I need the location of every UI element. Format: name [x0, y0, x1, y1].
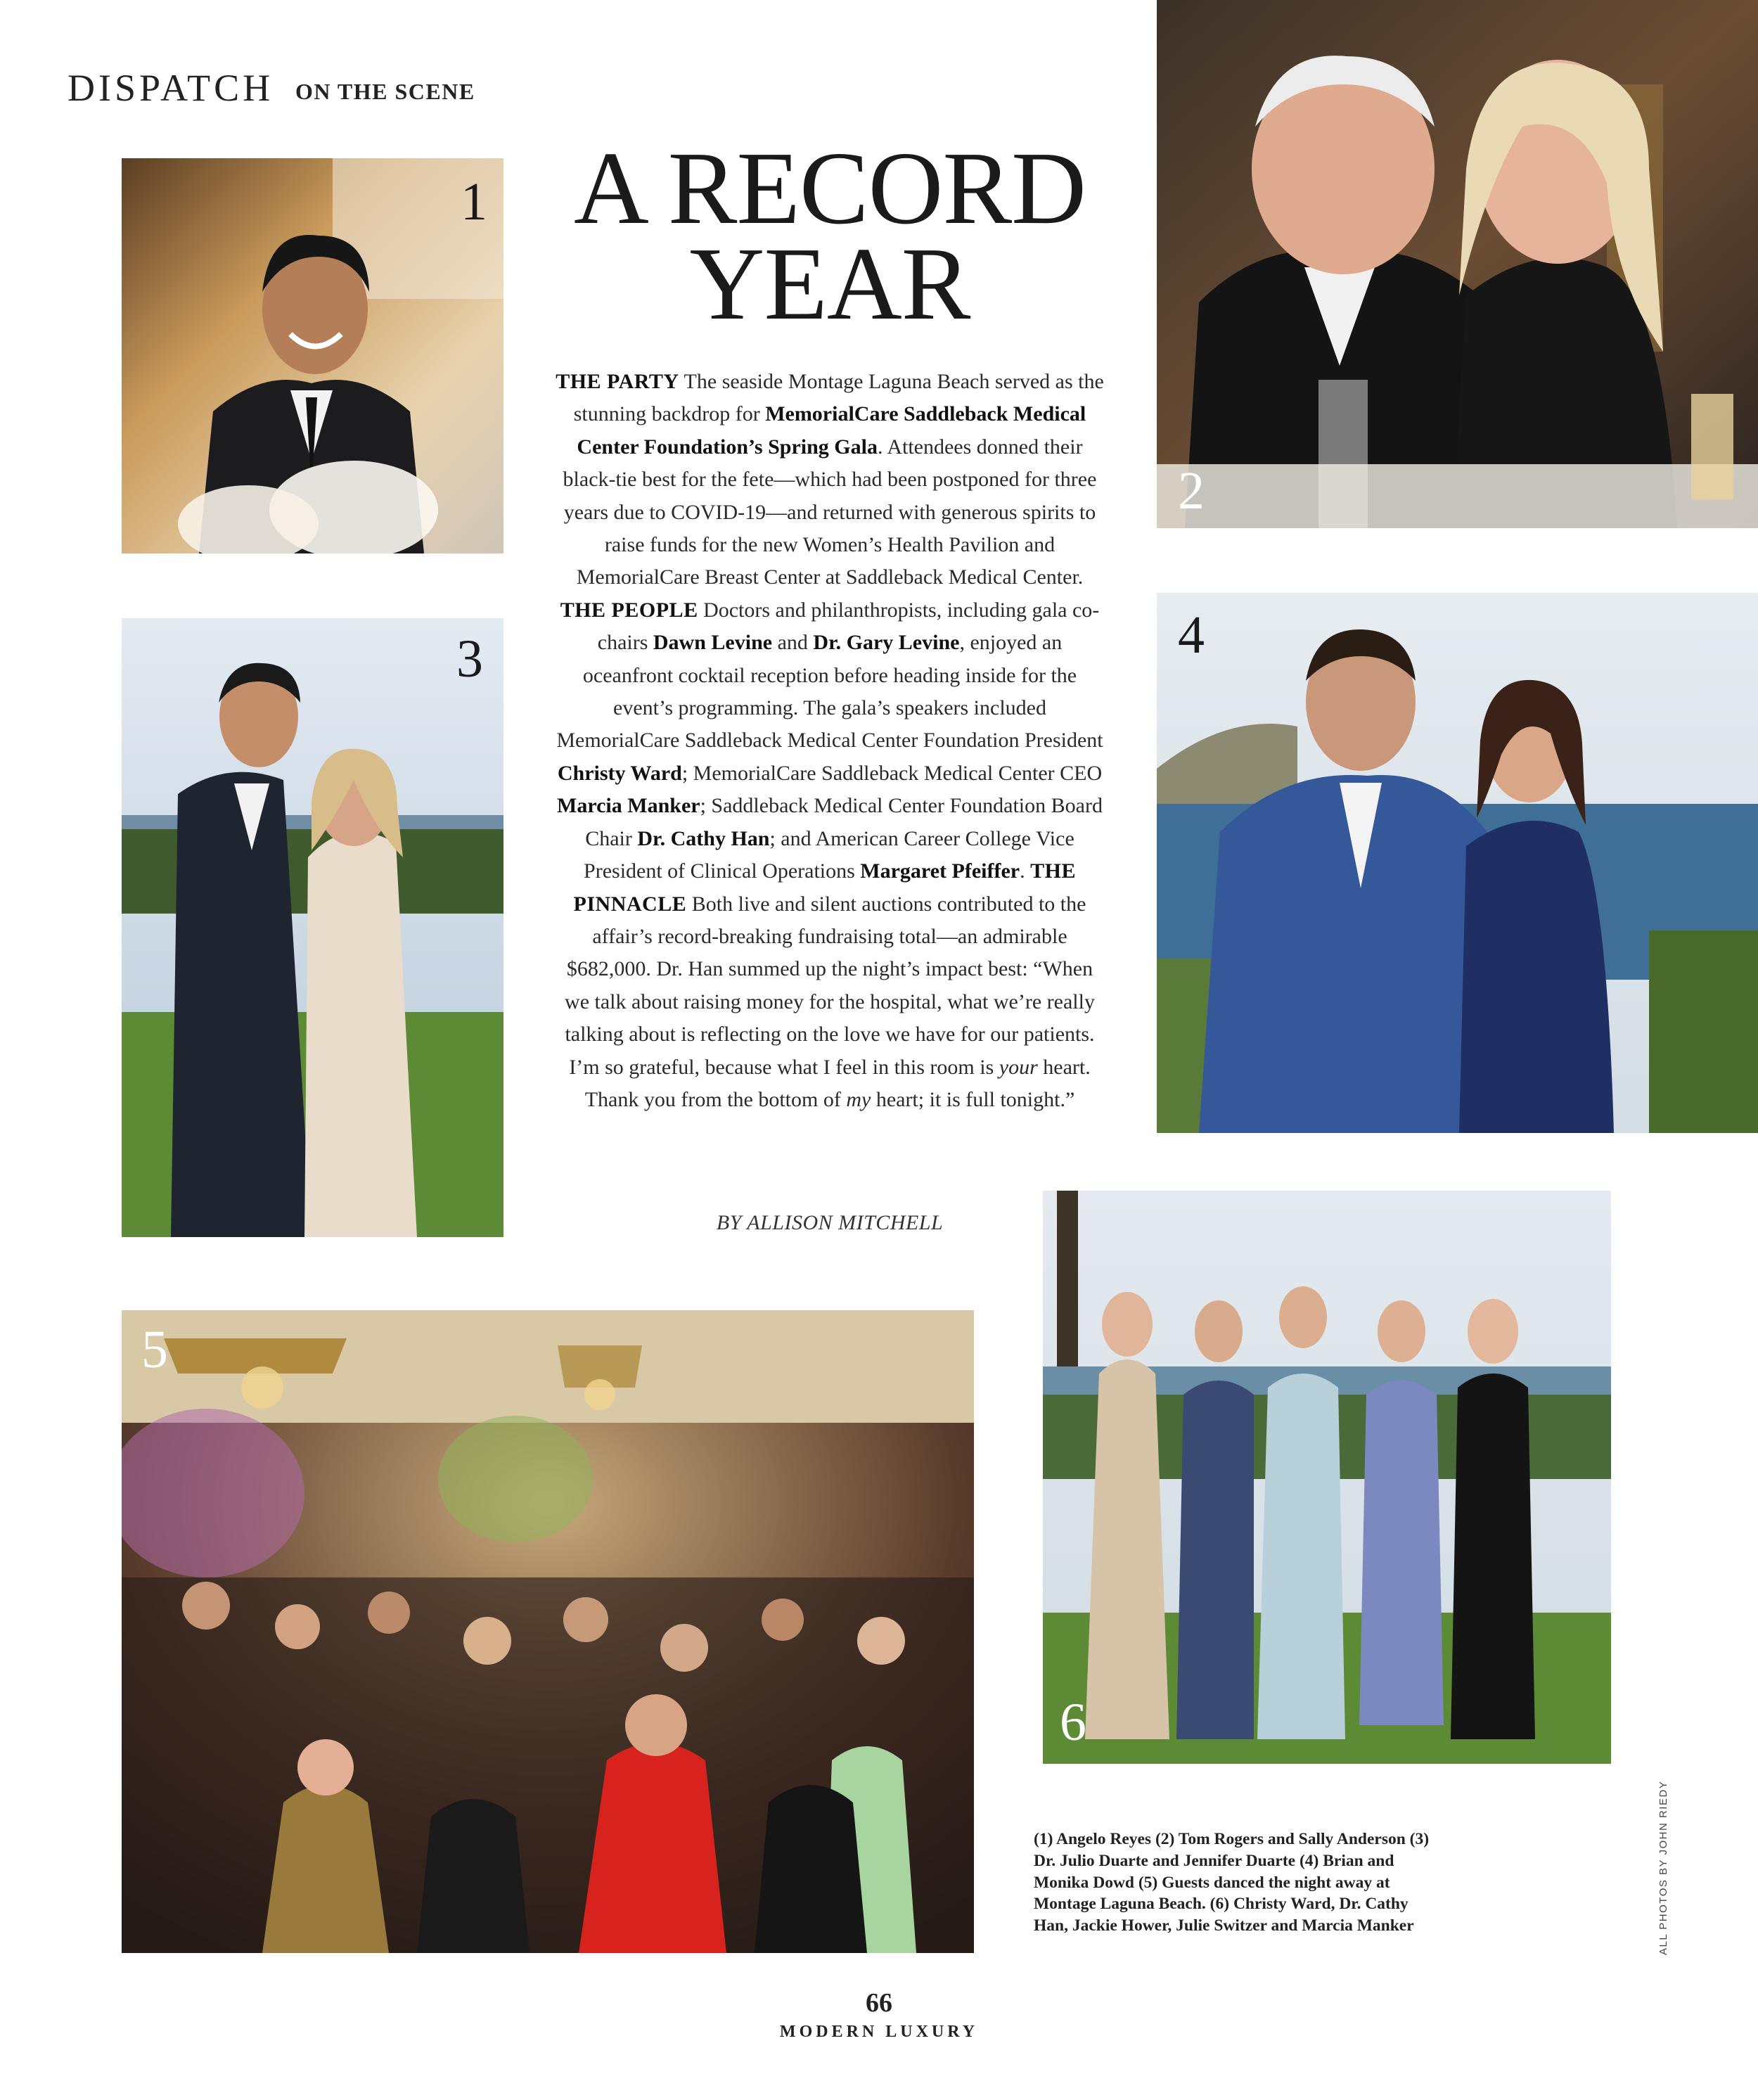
- photo-2-image: [1157, 0, 1758, 528]
- body-text-run: ; MemorialCare Saddleback Medical Center CEO: [681, 761, 1103, 785]
- byline: BY ALLISON MITCHELL: [716, 1211, 944, 1234]
- photo-2: [1157, 0, 1758, 528]
- body-text-run: , enjoyed an oceanfront cocktail reception before heading inside for the event’s programming. The gala’s speakers included MemorialCare Saddleback Medical Center Foundation President: [556, 631, 1103, 753]
- photo-3-image: [122, 618, 503, 1237]
- page-number: 66: [866, 1988, 892, 2018]
- body-text-run: The seaside Montage Laguna Beach served as the stunning backdrop for: [573, 370, 1104, 426]
- publication-name: MODERN LUXURY: [779, 2023, 979, 2041]
- bold-name: Dr. Gary Levine: [813, 631, 960, 655]
- bold-name: Dr. Cathy Han: [637, 826, 770, 850]
- section-title: DISPATCH: [68, 67, 274, 109]
- body-text-run: . Attendees donned their black-tie best for the fete—which had been postponed for three years due to COVID-19—and returned with generous spirits to raise funds for the new Women’s Health Pavilion and MemorialCare Breast Center at Saddleback Medical Center.: [563, 435, 1097, 589]
- body-text-run: ; and American Career College Vice President of Clinical Operations: [584, 826, 1074, 883]
- section-lead: THE PINNACLE: [573, 859, 1076, 916]
- photo-6: [1043, 1191, 1611, 1764]
- section-lead: THE PEOPLE: [560, 598, 698, 622]
- photo-1: [122, 158, 503, 553]
- photo-number: 5: [141, 1320, 168, 1379]
- italic-text: my: [846, 1087, 871, 1111]
- photo-number: 1: [461, 172, 487, 231]
- bold-name: Margaret Pfeiffer: [860, 859, 1020, 883]
- photo-captions: (1) Angelo Reyes (2) Tom Rogers and Sally Anderson (3) Dr. Julio Duarte and Jennifer Duarte (4) Brian and Monika Dowd (5) Guests danced the night away at Montage Laguna Beach. (6) Christy Ward, Dr. Cathy Han, Jackie Hower, Julie Switzer and Marcia Manker: [1034, 1830, 1430, 1935]
- section-lead: THE PARTY: [556, 370, 679, 393]
- body-text-run: Doctors and philanthropists, including gala co-chairs: [597, 598, 1100, 655]
- bold-name: Dawn Levine: [653, 631, 773, 655]
- bold-name: Marcia Manker: [557, 794, 700, 818]
- photo-number: 3: [456, 629, 483, 689]
- headline-line-2: YEAR: [689, 226, 970, 342]
- body-text-run: heart. Thank you from the bottom of: [584, 1055, 1091, 1111]
- body-text-run: and: [772, 631, 814, 655]
- photo-credit: ALL PHOTOS BY JOHN RIEDY: [1657, 1780, 1669, 1955]
- body-text-run: Both live and silent auctions contributed to the affair’s record-breaking fundraising total—an admirable $682,000. Dr. Han summed up the night’s impact best: “When we talk about raising money for the hospital, what we’re really talking about is reflecting on the love we have for our patients. I’m so grateful, because what I feel in this room is: [565, 892, 1095, 1079]
- body-text-run: ; Saddleback Medical Center Foundation Board Chair: [585, 794, 1103, 850]
- photo-1-image: [122, 158, 503, 553]
- photo-3: [122, 618, 503, 1237]
- photo-5-image: [122, 1310, 974, 1953]
- article-body: [556, 366, 1104, 1116]
- bold-name: MemorialCare Saddleback Medical Center Foundation’s Spring Gala: [577, 402, 1086, 459]
- photo-5: [122, 1310, 974, 1953]
- headline: [548, 131, 1111, 342]
- photo-number: 6: [1060, 1693, 1086, 1752]
- photo-4-image: [1157, 593, 1758, 1133]
- photo-number: 2: [1178, 461, 1205, 520]
- photo-6-image: [1043, 1191, 1611, 1764]
- photo-4: [1157, 593, 1758, 1133]
- body-text-run: heart; it is full tonight.”: [871, 1087, 1075, 1111]
- photo-number: 4: [1178, 606, 1205, 665]
- italic-text: your: [999, 1055, 1038, 1079]
- bold-name: Christy Ward: [557, 761, 682, 785]
- section-subtitle: ON THE SCENE: [295, 79, 475, 104]
- body-text-run: .: [1020, 859, 1031, 883]
- headline-line-1: A RECORD: [573, 131, 1086, 246]
